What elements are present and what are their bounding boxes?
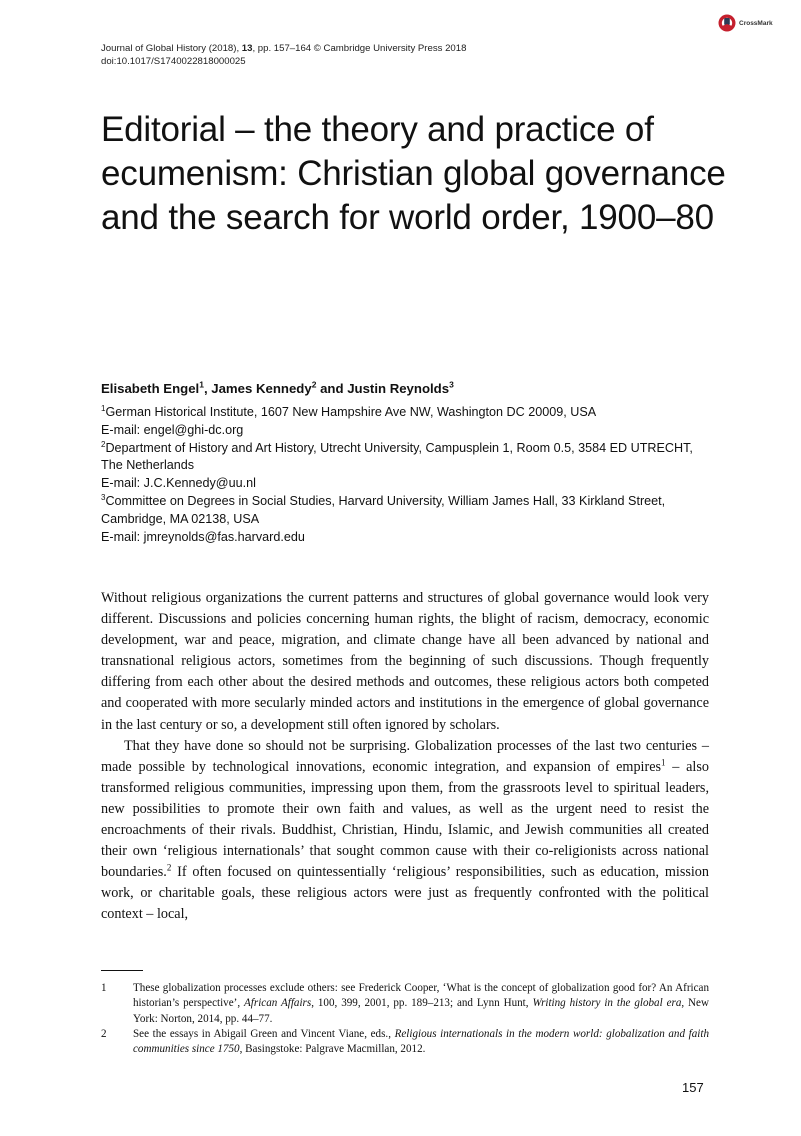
page-number: 157 — [682, 1080, 704, 1095]
footnote — [101, 1027, 709, 1058]
footnote-divider — [101, 970, 143, 971]
doi: doi:10.1017/S1740022818000025 — [101, 56, 246, 67]
affiliation: $^3$Committee on Degrees in Social Studies, Harvard University, William James Hall, 33 Kirkland Street, Cambridge, MA 02138, USA — [101, 492, 666, 526]
journal-name: Journal of Global History (2018), — [101, 43, 242, 54]
affiliations — [101, 404, 711, 546]
footnote-number: 2 — [101, 1027, 107, 1040]
crossmark-icon — [718, 14, 736, 32]
author-name: Elisabeth Engel — [101, 381, 200, 396]
author-email[interactable]: E-mail: J.C.Kennedy@uu.nl — [101, 476, 256, 491]
article-title: Editorial – the theory and practice of ecumenism: Christian global governance and the search for world order, 1900–80 — [101, 110, 726, 237]
citation-line — [101, 42, 466, 55]
author-name: James Kennedy — [211, 381, 312, 396]
affiliation: $^1$German Historical Institute, 1607 New Hampshire Ave NW, Washington DC 20009, USA — [101, 403, 597, 419]
footnotes — [101, 981, 709, 1057]
author-affil-marker: 2 — [311, 379, 317, 390]
footnote-text: These globalization processes exclude others: see Frederick Cooper, ‘What is the concept of globalization good for? An African historian’s perspective’, African Affairs, 100, 399, 2001, pp. 189–213; and Lynn Hunt, Writing history in the global era, New York: Norton, 2014, pp. 44–77. — [133, 982, 709, 1025]
running-header — [101, 42, 466, 68]
footnote — [101, 981, 709, 1027]
journal-volume: 13 — [241, 43, 253, 54]
author-email[interactable]: E-mail: jmreynolds@fas.harvard.edu — [101, 529, 305, 544]
pages-publisher: , pp. 157–164 © Cambridge University Press 2018 — [252, 43, 467, 54]
body-paragraph: Without religious organizations the current patterns and structures of global governance would look very different. Discussions and policies concerning human rights, the blight of racism, democracy, economic development, war and peace, migration, and climate change have all been advanced by national and transnational religious actors, sometimes from the beginning of such discussions. Though frequently differing from each other about the desired methods and outcomes, these religious actors both competed and cooperated with more secularly minded actors and institutions in the emergence of global governance in the last century or so, a development still often ignored by scholars. — [101, 590, 709, 733]
author-affil-marker: 3 — [449, 379, 454, 390]
affiliation: $^2$Department of History and Art History, Utrecht University, Campusplein 1, Room 0.5, 3584 ED UTRECHT, The Netherlands — [101, 439, 693, 473]
author-email[interactable]: E-mail: engel@ghi-dc.org — [101, 422, 244, 437]
footnote-ref[interactable]: 1 — [661, 757, 666, 768]
footnote-ref[interactable]: 2 — [166, 862, 172, 873]
crossmark-badge[interactable] — [718, 13, 773, 33]
body-paragraph: That they have done so should not be surprising. Globalization processes of the last two centuries – made possible by technological innovations, economic integration, and expansion of empires$^1$ – also transformed religious communities, impressing upon them, from the grassroots level to spiritual leaders, new possibilities to promote their own faith and values, as well as the urgent need to resist the encroachments of their rivals. Buddhist, Christian, Hindu, Islamic, and Jewish communities all created their own ‘religious internationals’ that sought common cause with their co-religionists across national boundaries.$^2$ If often focused on quintessentially ‘religious’ responsibilities, such as education, mission work, or charitable goals, these religious actors were just as frequently confronted with the political context – local, — [101, 737, 709, 923]
article-body — [101, 588, 709, 926]
author-name: Justin Reynolds — [347, 381, 450, 396]
author-list: Elisabeth Engel$^1$, James Kennedy$^2$ and Justin Reynolds$^3$ — [101, 379, 454, 396]
footnote-number: 1 — [101, 982, 107, 994]
author-affil-marker: 1 — [199, 379, 204, 390]
footnote-text: See the essays in Abigail Green and Vincent Viane, eds., Religious internationals in the modern world: globalization and faith communities since 1750, Basingstoke: Palgrave Macmillan, 2012. — [133, 1027, 709, 1056]
crossmark-label: CrossMark — [739, 19, 773, 27]
